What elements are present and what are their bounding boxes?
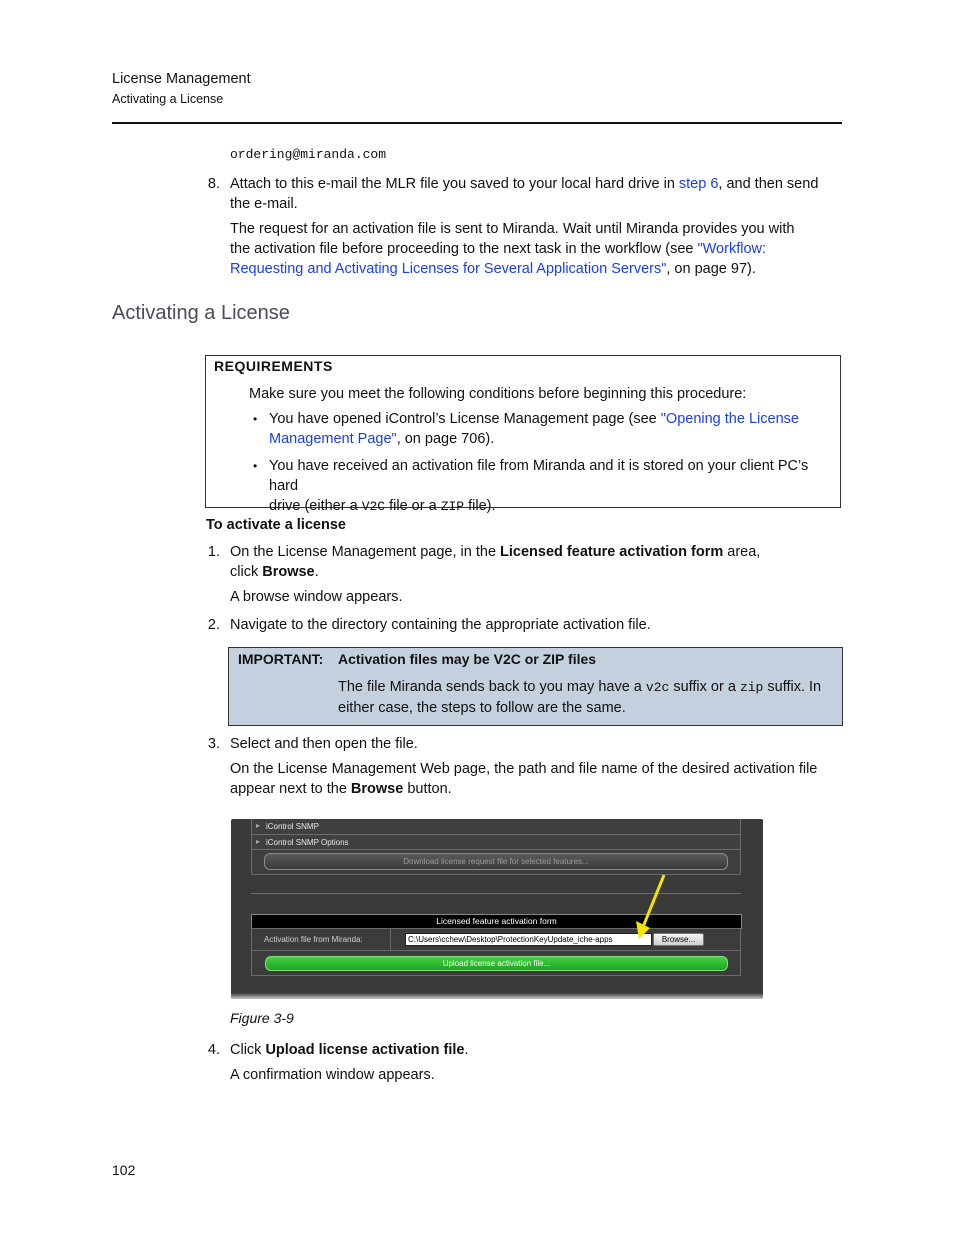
important-text-c: suffix. In xyxy=(763,679,822,695)
request-line-1: The request for an activation file is sent to Miranda. Wait until Miranda provides you with xyxy=(230,221,795,237)
expand-arrow-icon: ▸ xyxy=(256,821,261,830)
browse-button[interactable]: Browse... xyxy=(653,933,704,946)
step-4-number: 4. xyxy=(207,1042,220,1058)
bullet-1-marker: • xyxy=(253,412,258,426)
step-8-number: 8. xyxy=(207,176,220,192)
request-line-2: the activation file before proceeding to the next task in the workflow (see xyxy=(230,241,698,257)
bullet-2-marker: • xyxy=(253,459,258,473)
step-3-bold-browse: Browse xyxy=(350,781,404,797)
field-divider xyxy=(390,929,391,950)
important-text-b: suffix or a xyxy=(669,679,740,695)
snmp-row[interactable] xyxy=(251,819,741,835)
request-line-3: , on page 97). xyxy=(666,261,756,277)
step-3-text: Select and then open the file. xyxy=(230,736,418,752)
section-title: Activating a License xyxy=(112,302,290,324)
snmp-options-label: iControl SNMP Options xyxy=(266,838,349,847)
header-rule xyxy=(112,122,842,124)
opening-license-link-part-2[interactable]: Management Page" xyxy=(269,431,397,447)
expand-arrow-icon: ▸ xyxy=(256,837,261,846)
step-2-text: Navigate to the directory containing the appropriate activation file. xyxy=(230,617,651,633)
running-header-chapter: License Management xyxy=(112,71,251,87)
bullet-1-text-a: You have opened iControl’s License Management page (see xyxy=(269,411,661,427)
zip-suffix: zip xyxy=(739,680,764,695)
page-number: 102 xyxy=(112,1162,136,1178)
snmp-item-label: iControl SNMP xyxy=(266,822,319,831)
activation-file-label: Activation file from Miranda: xyxy=(264,935,363,944)
important-text-a: The file Miranda sends back to you may have a xyxy=(338,679,646,695)
important-label: IMPORTANT: xyxy=(238,651,324,667)
important-text xyxy=(338,677,833,718)
important-title: Activation files may be V2C or ZIP files xyxy=(338,651,597,667)
workflow-link-part-1[interactable]: "Workflow: xyxy=(697,241,767,257)
bullet-2-line-1: You have received an activation file from Miranda and it is stored on your client PC’s hard xyxy=(269,458,809,494)
requirements-intro: Make sure you meet the following conditions before beginning this procedure: xyxy=(249,386,747,402)
opening-license-link-part-1[interactable]: "Opening the License xyxy=(660,411,799,427)
step-1-text-d: . xyxy=(314,564,319,580)
screenshot-bottom-shadow xyxy=(231,993,763,999)
activation-form-title: Licensed feature activation form xyxy=(251,914,742,929)
figure-caption: Figure 3-9 xyxy=(230,1010,294,1026)
bullet-2-text xyxy=(269,456,839,517)
procedure-title: To activate a license xyxy=(206,517,346,533)
important-line-2: either case, the steps to follow are the same. xyxy=(338,700,626,716)
step-4-text xyxy=(230,1040,469,1060)
bullet-2-text-b: file or a xyxy=(385,498,441,514)
step-6-link[interactable]: step 6 xyxy=(678,176,719,192)
activation-file-input[interactable]: C:\Users\cchew\Desktop\ProtectionKeyUpdate_iche-apps xyxy=(405,933,652,946)
requirements-title: REQUIREMENTS xyxy=(214,358,333,374)
download-request-button[interactable]: Download license request file for selected features... xyxy=(264,853,728,870)
step-8-text-a: Attach to this e-mail the MLR file you saved to your local hard drive in xyxy=(230,176,679,192)
zip-code: ZIP xyxy=(440,499,465,514)
request-paragraph xyxy=(230,219,850,279)
v2c-suffix: v2c xyxy=(645,680,670,695)
step-1-result: A browse window appears. xyxy=(230,589,403,605)
step-8-text-b: , and then send xyxy=(718,176,819,192)
step-1-text xyxy=(230,542,840,582)
step-1-bold-form: Licensed feature activation form xyxy=(500,544,724,560)
bullet-1-text xyxy=(269,409,834,449)
step-1-bold-browse: Browse xyxy=(262,564,315,580)
email-address: ordering@miranda.com xyxy=(230,147,387,162)
bullet-2-text-c: file). xyxy=(464,498,496,514)
snmp-options-row[interactable] xyxy=(251,834,741,850)
step-4-result: A confirmation window appears. xyxy=(230,1067,435,1083)
step-3-text-b: button. xyxy=(403,781,452,797)
bullet-1-text-b: , on page 706). xyxy=(396,431,495,447)
step-3-number: 3. xyxy=(207,736,220,752)
step-1-number: 1. xyxy=(207,544,220,560)
upload-activation-button[interactable]: Upload license activation file... xyxy=(265,956,728,971)
step-3-text-a: appear next to the xyxy=(230,781,351,797)
workflow-link-part-2[interactable]: Requesting and Activating Licenses for Several Application Servers" xyxy=(230,261,667,277)
step-1-text-c: click xyxy=(230,564,263,580)
arrow-icon xyxy=(626,871,676,941)
step-3-detail xyxy=(230,759,845,799)
step-4-text-a: Click xyxy=(230,1042,266,1058)
step-4-text-b: . xyxy=(464,1042,469,1058)
step-1-text-a: On the License Management page, in the xyxy=(230,544,501,560)
step-4-bold-upload: Upload license activation file xyxy=(265,1042,465,1058)
step-8-text-c: the e-mail. xyxy=(230,196,298,212)
figure-screenshot xyxy=(231,819,763,999)
v2c-code: V2C xyxy=(361,499,386,514)
step-3-line-1: On the License Management Web page, the path and file name of the desired activation file xyxy=(230,761,818,777)
step-1-text-b: area, xyxy=(723,544,761,560)
upload-row xyxy=(251,950,741,976)
running-header-section: Activating a License xyxy=(112,92,224,106)
step-8-text xyxy=(230,174,850,214)
bullet-2-text-a: drive (either a xyxy=(269,498,362,514)
step-2-number: 2. xyxy=(207,617,220,633)
